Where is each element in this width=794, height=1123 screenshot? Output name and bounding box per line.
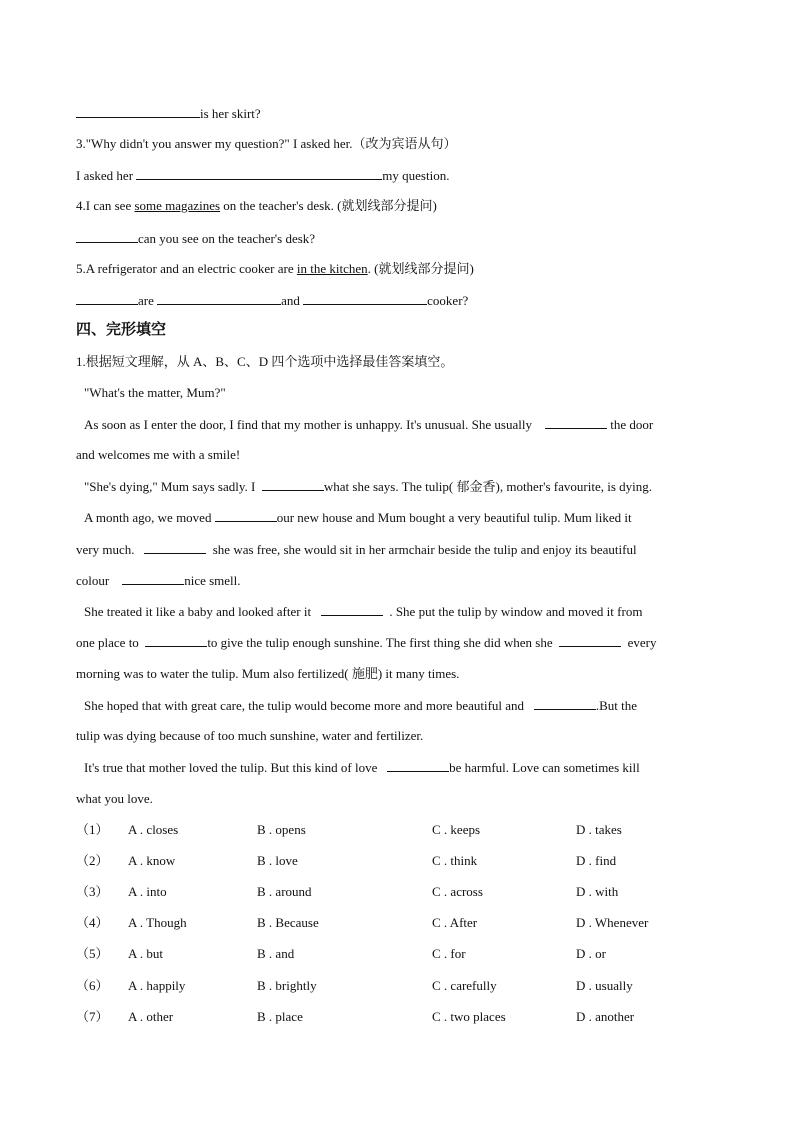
passage-line: A month ago, we moved our new house and Mum bought a very beautiful tulip. Mum liked it [84,510,632,525]
option-number: （3） [76,884,109,899]
option-number: （2） [76,853,109,868]
option-b[interactable]: B . Because [257,915,319,930]
option-b[interactable]: B . place [257,1009,303,1024]
answer-blank-1[interactable] [545,416,607,429]
option-d[interactable]: D . or [576,946,606,961]
passage-line: She hoped that with great care, the tulip would become more and more beautiful and .But the [84,698,637,713]
underlined-phrase: in the kitchen [296,261,368,276]
option-c[interactable]: C . carefully [432,978,497,993]
answer-blank-10[interactable] [387,759,449,772]
option-d[interactable]: D . takes [576,822,622,837]
answer-blank-3[interactable] [215,509,277,522]
option-d[interactable]: D . with [576,884,619,899]
answer-blank[interactable] [76,230,138,243]
answer-blank[interactable] [136,167,382,180]
passage-line: one place to to give the tulip enough sunshine. The first thing she did when she every [76,635,657,650]
q2-answer-line [76,105,261,122]
passage-line: It's true that mother loved the tulip. But this kind of love be harmful. Love can sometimes kill [84,760,640,775]
answer-blank-8[interactable] [559,634,621,647]
option-c[interactable]: C . After [432,915,478,930]
option-d[interactable]: D . Whenever [576,915,649,930]
q5-prompt: 5.A refrigerator and an electric cooker are in the kitchen. (就划线部分提问) [76,261,474,276]
option-a[interactable]: A . closes [128,822,179,837]
answer-blank[interactable] [76,292,138,305]
option-a[interactable]: A . Though [128,915,187,930]
q3-hint: （改为宾语从句） [352,136,457,151]
option-number: （7） [76,1009,109,1024]
option-b[interactable]: B . and [257,946,295,961]
answer-blank[interactable] [303,292,427,305]
answer-blank-4[interactable] [144,541,206,554]
passage-line: what you love. [76,791,153,806]
q3-answer-line: I asked her my question. [76,168,450,183]
option-number: （6） [76,978,109,993]
q4-prompt: 4.I can see some magazines on the teacher's desk. (就划线部分提问) [76,198,437,213]
option-c[interactable]: C . across [432,884,483,899]
q5-answer-line: are and cooker? [76,292,468,309]
passage-line: very much. she was free, she would sit in her armchair beside the tulip and enjoy its beautiful [76,542,637,557]
q4-answer-line: can you see on the teacher's desk? [76,230,315,247]
passage-line: "She's dying," Mum says sadly. I what she says. The tulip( 郁金香), mother's favourite, is dying. [84,479,653,494]
option-b[interactable]: B . love [257,853,298,868]
option-c[interactable]: C . for [432,946,466,961]
option-a[interactable]: A . into [128,884,167,899]
passage-line: She treated it like a baby and looked after it . She put the tulip by window and moved it from [84,604,643,619]
passage-line: "What's the matter, Mum?" [84,385,226,400]
option-b[interactable]: B . opens [257,822,306,837]
answer-blank[interactable] [157,292,281,305]
option-c[interactable]: C . keeps [432,822,481,837]
option-a[interactable]: A . other [128,1009,174,1024]
section-heading: 四、完形填空 [76,322,167,338]
passage-line: and welcomes me with a smile! [76,447,241,462]
q2-tail-text: is her skirt? [200,106,261,121]
option-a[interactable]: A . happily [128,978,186,993]
option-d[interactable]: D . another [576,1009,635,1024]
instruction: 1.根据短文理解，从 A、B、C、D 四个选项中选择最佳答案填空。 [76,354,454,369]
passage-line: tulip was dying because of too much sunshine, water and fertilizer. [76,728,424,743]
passage-line: morning was to water the tulip. Mum also fertilized( 施肥) it many times. [76,666,460,681]
option-d[interactable]: D . usually [576,978,633,993]
option-b[interactable]: B . brightly [257,978,317,993]
answer-blank-7[interactable] [145,634,207,647]
option-b[interactable]: B . around [257,884,312,899]
answer-blank-9[interactable] [534,697,596,710]
option-c[interactable]: C . two places [432,1009,506,1024]
option-number: （4） [76,915,109,930]
q3-prompt: 3."Why didn't you answer my question?" I asked her.（改为宾语从句） [76,136,457,151]
option-a[interactable]: A . but [128,946,164,961]
option-c[interactable]: C . think [432,853,478,868]
q4-hint: (就划线部分提问) [337,198,437,213]
option-number: （1） [76,822,109,837]
q5-hint: (就划线部分提问) [374,261,474,276]
answer-blank[interactable] [76,105,200,118]
option-a[interactable]: A . know [128,853,176,868]
passage-line: As soon as I enter the door, I find that my mother is unhappy. It's unusual. She usually the door [84,417,654,432]
underlined-phrase: some magazines [134,198,221,213]
answer-blank-2[interactable] [262,478,324,491]
option-d[interactable]: D . find [576,853,617,868]
answer-blank-5[interactable] [122,572,184,585]
passage-line: colour nice smell. [76,573,241,588]
option-number: （5） [76,946,109,961]
answer-blank-6[interactable] [321,603,383,616]
